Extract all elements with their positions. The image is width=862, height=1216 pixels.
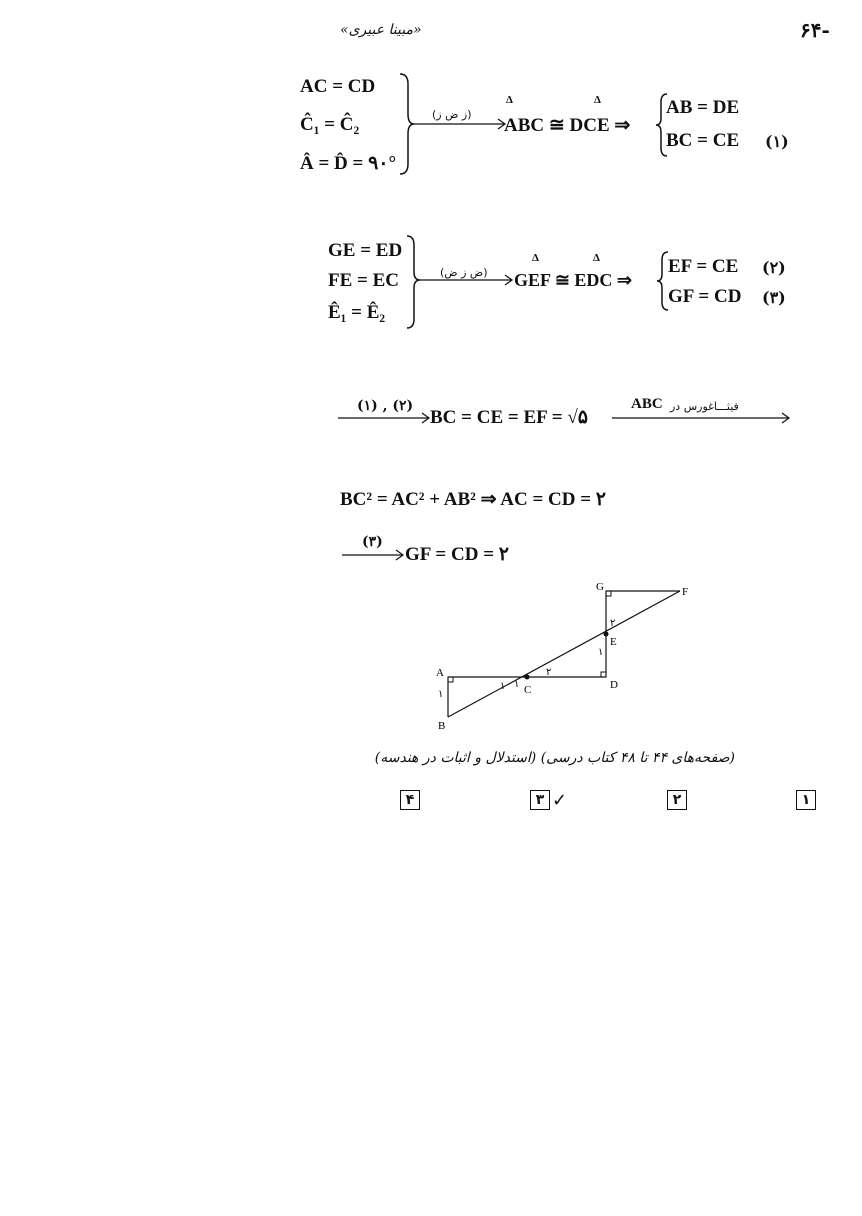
result-1-1: AB = DE [666,97,740,118]
point-label-D: D [610,679,618,691]
criterion-2: (ض ز ض) [440,266,488,279]
equation-5: GF = CD = ۲ [405,544,509,565]
result-tag-1: (۱) [765,132,789,151]
point-label-F: F [682,586,689,598]
brace-arrow-1 [398,72,508,178]
arrow-label-5: (۳) [362,534,383,550]
answer-option-3[interactable]: ۳ [530,790,550,810]
delta-mark: Δ [594,94,601,106]
brace-arrow-2 [405,234,515,332]
congruence-1: ABC ≅ DCE ⇒ [504,115,631,136]
page-number: -۶۴ [800,18,830,42]
result-tag-3: (۳) [762,288,786,307]
angle-mark: ۲ [546,667,552,678]
geometry-figure [420,575,710,735]
criterion-1: (ز ض ز) [432,108,472,121]
answer-option-1[interactable]: ۱ [796,790,816,810]
given-1-3: Â = D̂ = ۹۰° [300,153,397,174]
delta-mark: Δ [532,252,539,264]
pythagoras-label: فیثـــاغورس در [670,400,739,413]
point-label-C: C [524,684,532,696]
angle-mark: ۱ [500,681,506,692]
correct-check-icon: ✓ [552,790,568,811]
textbook-reference: (صفحه‌های ۴۴ تا ۴۸ کتاب درسی) (استدلال و اثبات در هندسه) [374,750,735,766]
pythagoras-triangle: ABC [631,396,663,412]
given-2-1: GE = ED [328,240,403,261]
point-label-E: E [610,636,617,648]
result-2-1: EF = CE [668,256,739,277]
point-label-B: B [438,720,446,732]
point-label-A: A [436,667,444,679]
result-1-2: BC = CE [666,130,740,151]
point-label-G: G [596,581,604,593]
angle-mark: ۱ [514,679,520,690]
delta-mark: Δ [506,94,513,106]
answer-option-4[interactable]: ۴ [400,790,420,810]
equation-4: BC² = AC² + AB² ⇒ AC = CD = ۲ [340,489,606,510]
delta-mark: Δ [593,252,600,264]
equation-3: BC = CE = EF = √۵ [430,407,588,428]
angle-mark: ۱ [598,647,604,658]
given-1-2: Ĉ₁ = Ĉ₂ [300,114,360,135]
result-tag-2: (۲) [762,258,786,277]
result-2-2: GF = CD [668,286,742,307]
angle-mark: ۲ [610,618,616,629]
author-credit: «مبینا عبیری» [340,22,422,38]
arrow-label-3: (۱) , (۲) [357,398,414,414]
given-2-2: FE = EC [328,270,399,291]
given-1-1: AC = CD [300,76,376,97]
given-2-3: Ê₁ = Ê₂ [328,302,386,323]
congruence-2: GEF ≅ EDC ⇒ [514,270,633,290]
answer-option-2[interactable]: ۲ [667,790,687,810]
angle-mark: ۱ [438,689,444,700]
